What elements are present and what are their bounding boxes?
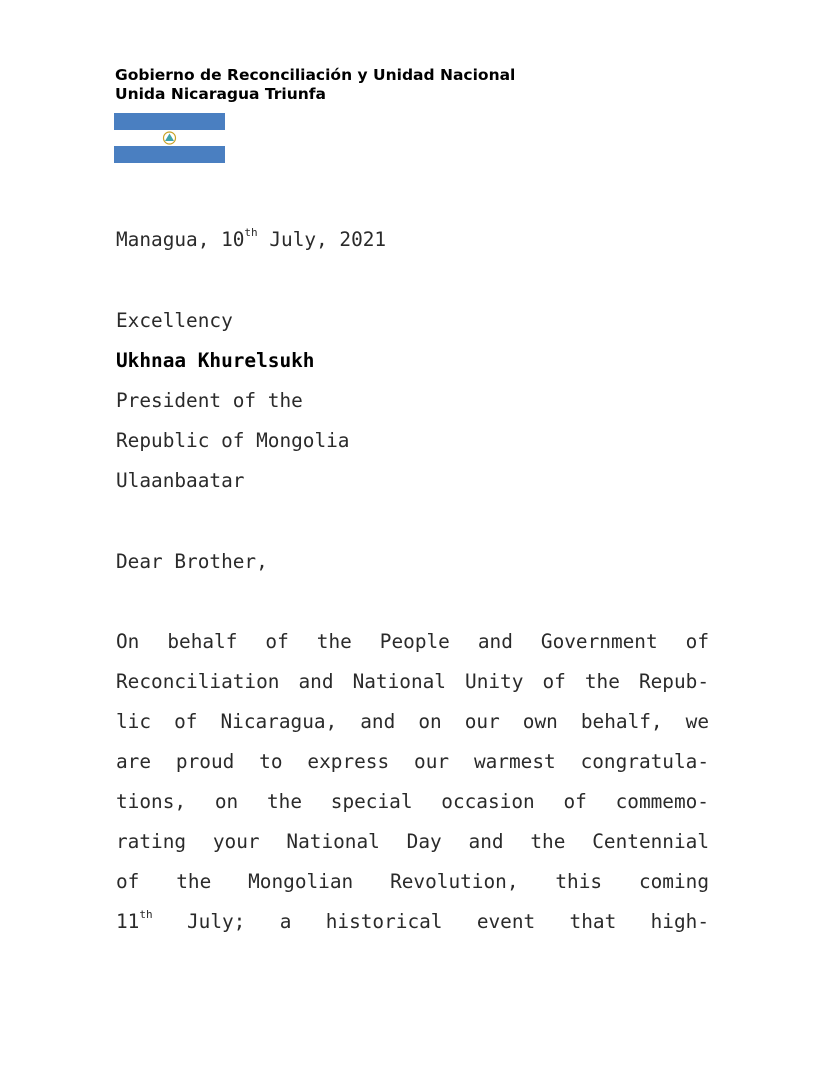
greeting: Dear Brother,	[116, 550, 268, 573]
letterhead	[115, 66, 515, 104]
paragraph-line: rating your National Day and the Centennial	[116, 830, 709, 853]
recipient-country: Republic of Mongolia	[116, 429, 350, 452]
recipient-title: Excellency	[116, 309, 233, 332]
paragraph-line: On behalf of the People and Government of	[116, 630, 709, 653]
recipient-name: Ukhnaa Khurelsukh	[116, 349, 315, 372]
recipient-city: Ulaanbaatar	[116, 469, 245, 492]
recipient-position: President of the	[116, 389, 303, 412]
paragraph-line: Reconciliation and National Unity of the Repub-	[116, 670, 709, 693]
paragraph-line-last: 11th July; a historical event that high-	[116, 907, 709, 933]
letterhead-line-2: Unida Nicaragua Triunfa	[115, 85, 327, 103]
nicaragua-flag-icon	[114, 113, 225, 163]
paragraph-line: tions, on the special occasion of commemo-	[116, 790, 709, 813]
paragraph-line: are proud to express our warmest congratula-	[116, 750, 709, 773]
paragraph-line: lic of Nicaragua, and on our own behalf, we	[116, 710, 709, 733]
letterhead-line-1: Gobierno de Reconciliación y Unidad Nacional	[115, 66, 516, 84]
paragraph-line: of the Mongolian Revolution, this coming	[116, 870, 709, 893]
letter-date: Managua, 10th July, 2021	[116, 225, 387, 251]
